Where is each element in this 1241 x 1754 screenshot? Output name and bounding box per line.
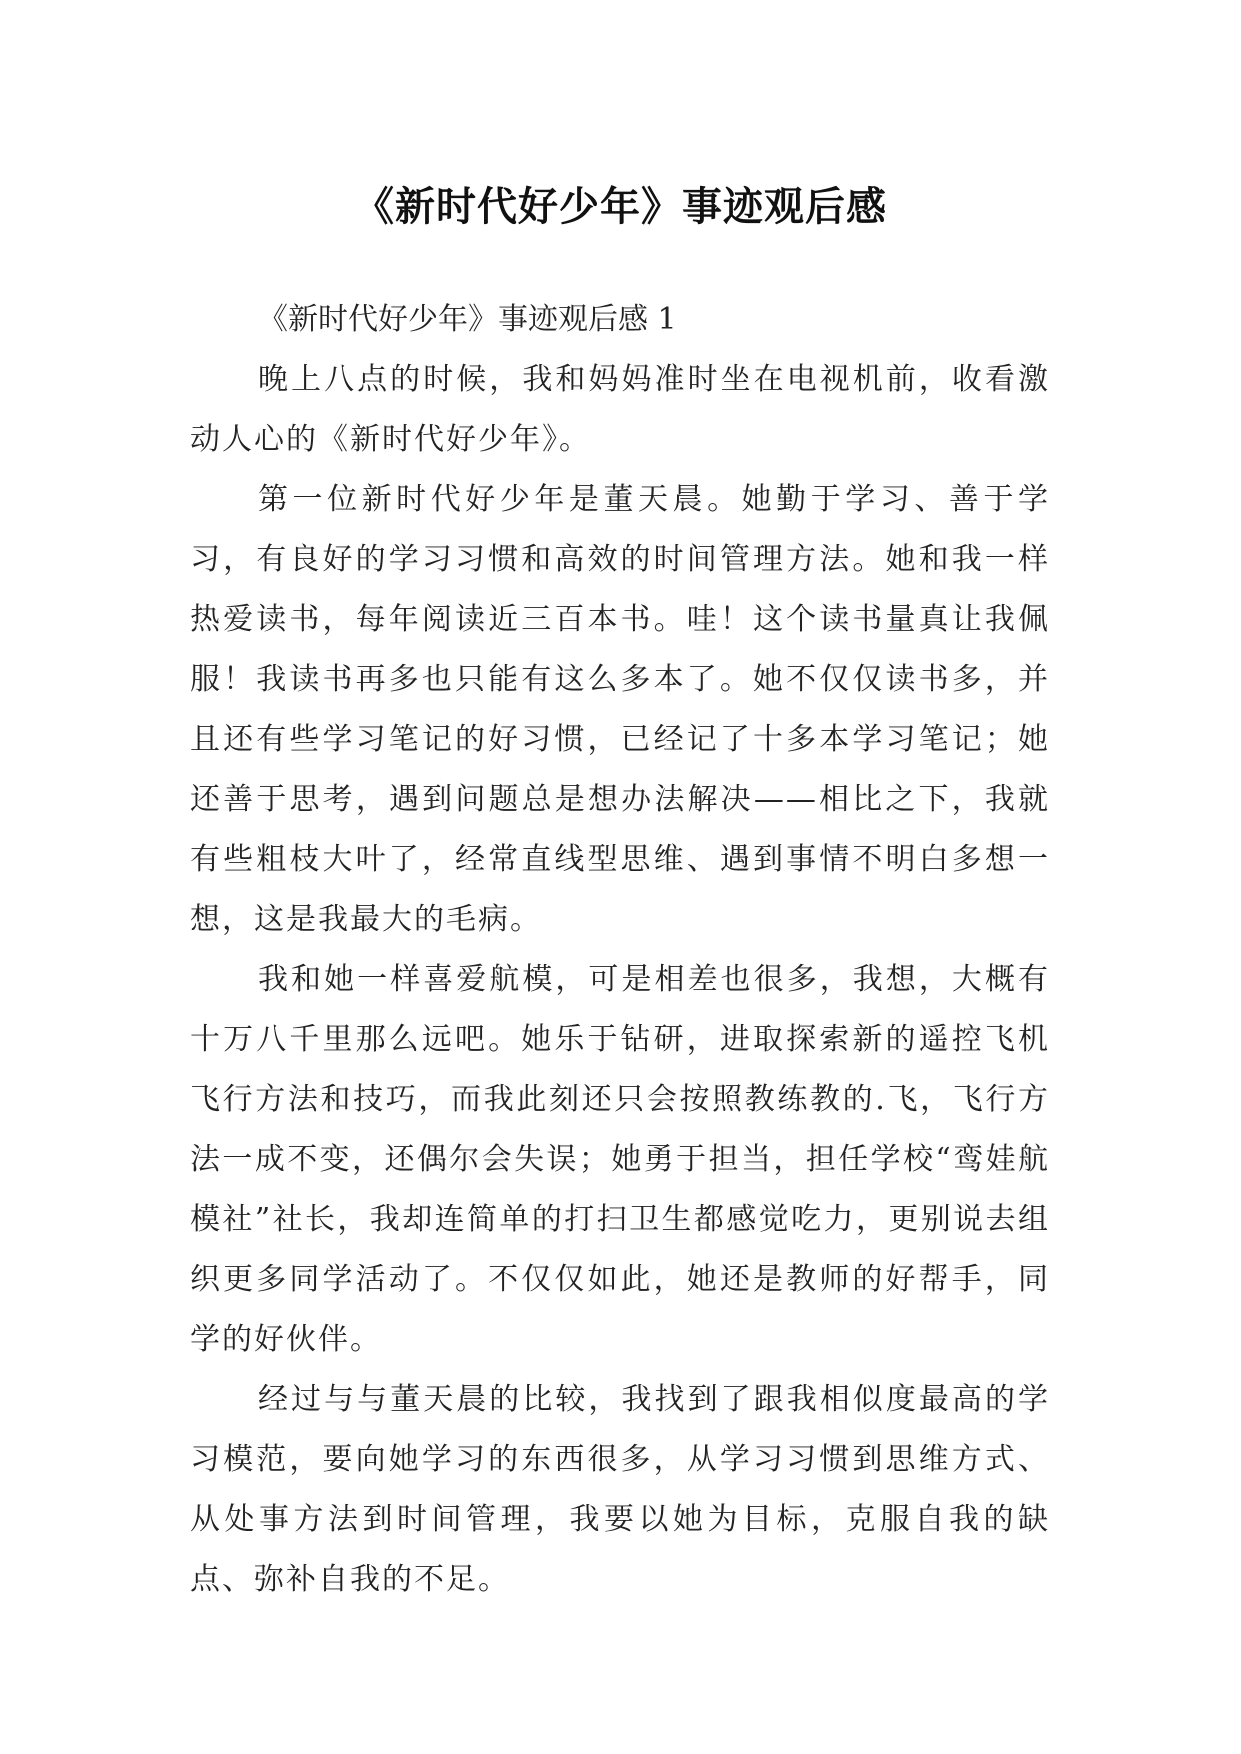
paragraph-1: 晚上八点的时候，我和妈妈准时坐在电视机前，收看激动人心的《新时代好少年》。 — [190, 362, 1050, 457]
paragraph-3: 我和她一样喜爱航模，可是相差也很多，我想，大概有十万八千里那么远吧。她乐于钻研，进取探索新的遥控飞机飞行方法和技巧，而我此刻还只会按照教练教的.飞，飞行方法一成不变，还偶尔会失误；她勇于担当，担任学校“鸾娃航模社”社长，我却连简单的打扫卫生都感觉吃力，更别说去组织更多同学活动了。不仅仅如此，她还是教师的好帮手，同学的好伙伴。 — [190, 962, 1050, 1357]
paragraph-4: 经过与与董天晨的比较，我找到了跟我相似度最高的学习模范，要向她学习的东西很多，从学习习惯到思维方式、从处事方法到时间管理，我要以她为目标，克服自我的缺点、弥补自我的不足。 — [190, 1382, 1050, 1597]
document-body — [190, 290, 1050, 1610]
document-title: 《新时代好少年》事迹观后感 — [354, 183, 887, 230]
section-heading: 《新时代好少年》事迹观后感 1 — [258, 302, 677, 337]
paragraph-2: 第一位新时代好少年是董天晨。她勤于学习、善于学习，有良好的学习习惯和高效的时间管理方法。她和我一样热爱读书，每年阅读近三百本书。哇！这个读书量真让我佩服！我读书再多也只能有这么多本了。她不仅仅读书多，并且还有些学习笔记的好习惯，已经记了十多本学习笔记；她还善于思考，遇到问题总是想办法解决——相比之下，我就有些粗枝大叶了，经常直线型思维、遇到事情不明白多想一想，这是我最大的毛病。 — [190, 482, 1050, 937]
